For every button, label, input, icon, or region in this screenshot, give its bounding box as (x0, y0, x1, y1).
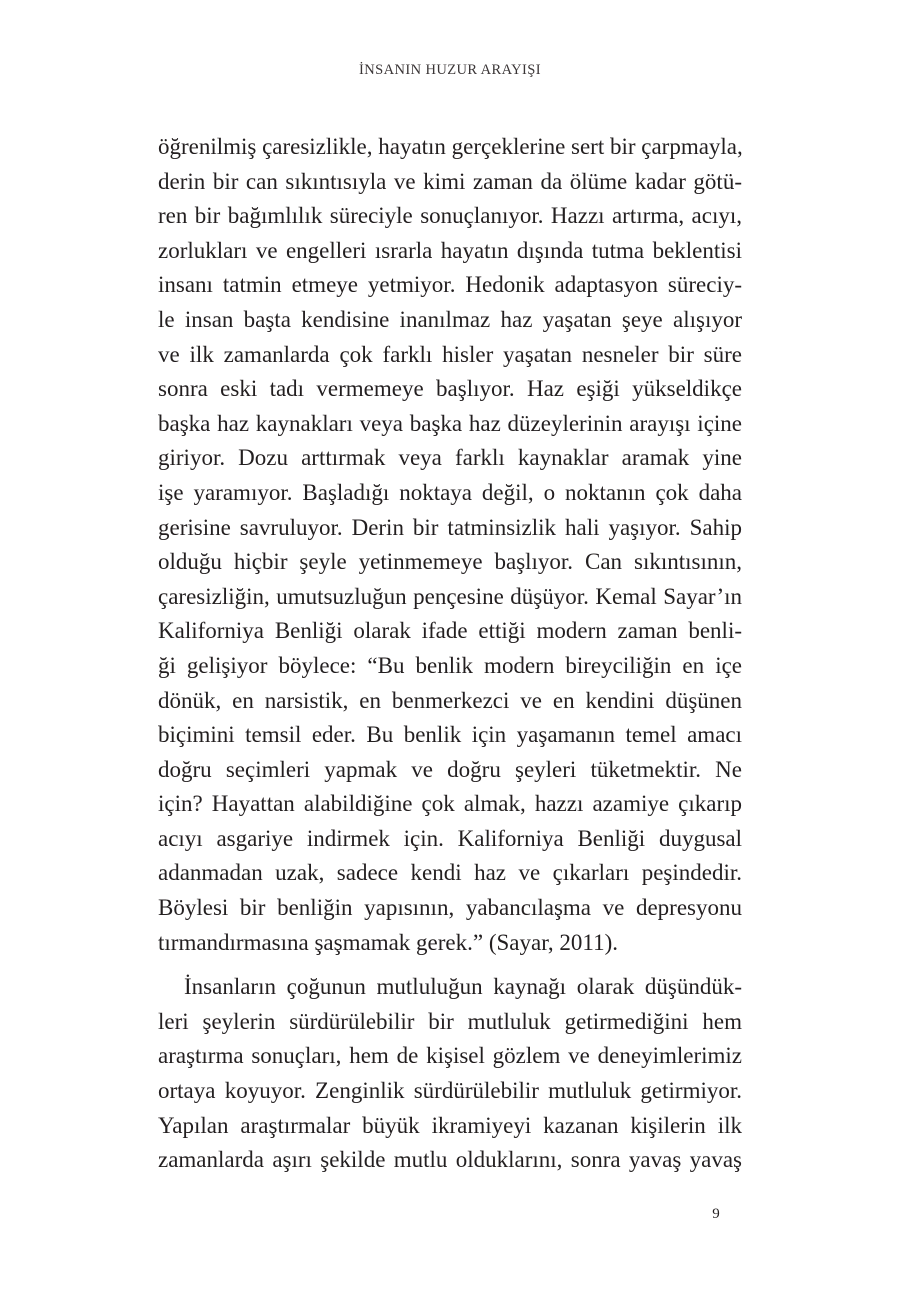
text-line: işe yaramıyor. Başladığı noktaya değil, o noktanın çok daha (158, 479, 742, 505)
text-line: öğrenilmiş çaresizlikle, hayatın gerçeklerine sert bir çarpmayla, (158, 134, 743, 159)
text-line: ren bir bağımlılık süreciyle sonuçlanıyor. Hazzı artırma, acıyı, (158, 203, 742, 229)
text-line: Böylesi bir benliğin yapısının, yabancılaşma ve depresyonu (158, 895, 742, 921)
text-line: tırmandırmasına şaşmamak gerek.” (Sayar, 2011). (158, 929, 618, 955)
text-line: adanmadan uzak, sadece kendi haz ve çıkarları peşindedir. (158, 860, 742, 886)
text-line: ve ilk zamanlarda çok farklı hisler yaşatan nesneler bir süre (158, 341, 742, 367)
text-line: acıyı asgariye indirmek için. Kaliforniya Benliği duygusal (158, 825, 742, 851)
text-line: İnsanların çoğunun mutluluğun kaynağı olarak düşündük- (184, 974, 742, 1000)
text-line: zorlukları ve engelleri ısrarla hayatın dışında tutma beklentisi (158, 237, 742, 263)
text-line: doğru seçimleri yapmak ve doğru şeyleri tüketmektir. Ne (158, 756, 742, 782)
text-line: sonra eski tadı vermemeye başlıyor. Haz eşiği yükseldikçe (158, 376, 742, 402)
text-line: biçimini temsil eder. Bu benlik için yaşamanın temel amacı (158, 722, 742, 748)
body-text (158, 130, 742, 1178)
text-line: le insan başta kendisine inanılmaz haz yaşatan şeye alışıyor (158, 306, 742, 332)
text-line: dönük, en narsistik, en benmerkezci ve en kendini düşünen (158, 687, 742, 713)
text-line: Kaliforniya Benliği olarak ifade ettiği modern zaman benli- (158, 618, 742, 644)
text-line: Yapılan araştırmalar büyük ikramiyeyi kazanan kişilerin ilk (158, 1112, 742, 1138)
paragraph-1 (158, 130, 742, 960)
text-line: çaresizliğin, umutsuzluğun pençesine düşüyor. Kemal Sayar’ın (158, 583, 742, 609)
text-line: gerisine savruluyor. Derin bir tatminsizlik hali yaşıyor. Sahip (158, 514, 742, 540)
running-head: İNSANIN HUZUR ARAYIŞI (359, 62, 541, 78)
text-line: başka haz kaynakları veya başka haz düzeylerinin arayışı içine (158, 410, 742, 436)
text-line: zamanlarda aşırı şekilde mutlu olduklarını, sonra yavaş yavaş (158, 1147, 742, 1173)
paragraph-2 (158, 970, 742, 1178)
paragraph-gap (158, 960, 742, 970)
text-line: ği gelişiyor böylece: “Bu benlik modern bireyciliğin en içe (158, 652, 742, 678)
text-line: olduğu hiçbir şeyle yetinmemeye başlıyor. Can sıkıntısının, (158, 549, 742, 575)
text-line: araştırma sonuçları, hem de kişisel gözlem ve deneyimlerimiz (158, 1043, 742, 1069)
text-line: ortaya koyuyor. Zenginlik sürdürülebilir mutluluk getirmiyor. (158, 1078, 742, 1104)
page-number: 9 (712, 1206, 720, 1222)
text-line: için? Hayattan alabildiğine çok almak, hazzı azamiye çıkarıp (158, 791, 742, 817)
text-line: derin bir can sıkıntısıyla ve kimi zaman da ölüme kadar götü- (158, 168, 742, 194)
text-line: insanı tatmin etmeye yetmiyor. Hedonik adaptasyon süreciy- (158, 272, 742, 298)
text-line: giriyor. Dozu arttırmak veya farklı kaynaklar aramak yine (158, 445, 742, 471)
text-line: leri şeylerin sürdürülebilir bir mutluluk getirmediğini hem (158, 1008, 742, 1034)
